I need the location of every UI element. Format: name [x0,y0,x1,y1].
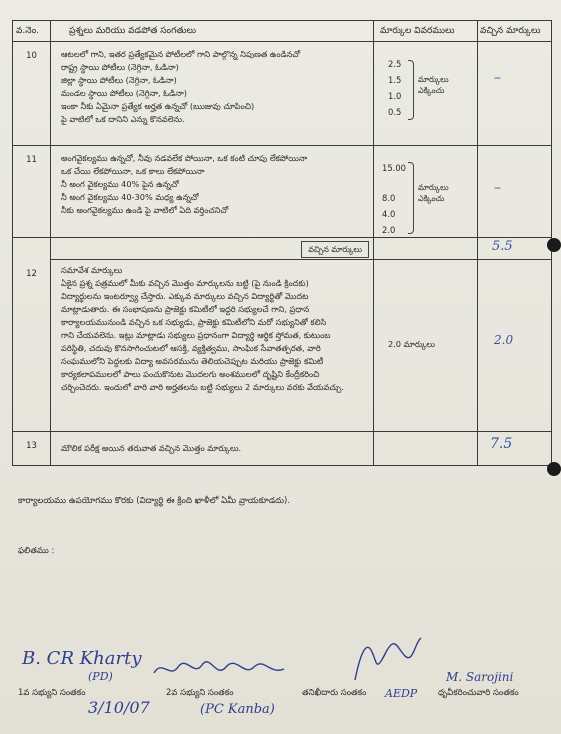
awarded-cell [478,42,552,146]
scale-value: 2.5 [388,59,402,69]
question-line: చర్చించెదరు. ఇందులో వారి వారి అర్హతలను బట్టి సభ్యులు 2 మార్కులు వరకు వేయవచ్చు. [61,382,344,392]
subtotal-label-cell [51,238,374,260]
question-line: మండల స్థాయి పోటీలు (నెగ్గినా, ఓడినా) [61,88,187,98]
question-cell [51,432,374,466]
question-line: అంగవైకల్యము ఉన్నచో, నీవు నడవలేక పోయినా, ఒక కంటి చూపు లేకపోయినా [61,153,308,163]
row-number: 12 [13,260,51,432]
awarded-cell [478,260,552,432]
question-cell [51,146,374,238]
question-line: ఇంకా నీకు ఏమైనా ప్రత్యేక అర్హత ఉన్నచో (ఋజువు చూపించి) [61,101,255,111]
question-cell [51,42,374,146]
question-line: నీకు అంగవైకల్యము ఉండి పై వాటిలో ఏది వర్తించనిచో [61,205,229,215]
caption-member-2: 2వ సభ్యుని సంతకం [166,688,234,698]
scale-value: 1.5 [388,75,402,85]
details-cell [374,260,478,432]
question-line: కార్యాలయమునుండి వచ్చిన ఒక సభ్యుడు, ప్రాజెక్టు కమిటీలోని మరో సభ్యునితో కలిసి [61,317,327,327]
question-line: కార్యకలాపములలో పాలు పంచుకొనుట మొదలగు అంశములలో దృష్టిని కేంద్రీకరించి [61,369,320,379]
header-awarded: వచ్చిన మార్కులు [478,21,552,42]
header-no: వ.నెం. [13,21,51,42]
scale-label: మార్కులు ఎక్కించు [418,75,449,95]
marks-table [12,20,552,466]
signature-verifier: M. Sarojini [446,670,514,684]
question-line: సంఘములోని పెద్దలకు విద్యా అవసరమును తెలియచెప్పుట మరియు ప్రాజెక్టు కమిటీ [61,356,324,366]
question-line: పరిస్థితి, చదువు కొనసాగించుటలో ఆసక్తి, వ్యక్తిత్వము, సాంఘిక సేవాతత్పరత, వారి [61,343,321,353]
scale-value: 4.0 [382,209,396,219]
question-line: గాని చేయవలెను. ఇట్లు మాట్లాడు సభ్యులు ప్రధానంగా విద్యార్థి ఆర్థిక స్తోమత, కుటుంబ [61,330,331,340]
marks-scale-cell [374,42,478,146]
question-line: జిల్లా స్థాయి పోటీలు (నెగ్గినా, ఓడినా) [61,75,177,85]
table-row-10 [13,42,552,146]
awarded-mark: – [494,70,501,86]
signature-inspector-note: AEDP [385,687,418,700]
question-line: విద్యార్థులను ఇంటర్వ్యూ చేస్తారు. ఎక్కువ మార్కులు వచ్చిన విద్యార్థితో మొదట [61,291,309,301]
awarded-cell [478,432,552,466]
signature-member-2 [150,655,290,685]
awarded-cell [478,146,552,238]
caption-member-1: 1వ సభ్యుని సంతకం [18,688,86,698]
caption-inspector: తనిఖీదారు సంతకం [302,688,367,698]
table-row-12 [13,260,552,432]
punch-hole [547,462,561,476]
question-line: నీ అంగ వైకల్యము 40-30% మధ్య ఉన్నచో [61,192,199,202]
table-header-row [13,21,552,42]
scale-value: 0.5 [388,107,402,117]
row-number: 11 [13,146,51,238]
caption-verifier: ధృవీకరించువారి సంతకం [438,688,519,698]
scale-value: 1.0 [388,91,402,101]
signature-inspector [345,630,425,690]
subtotal-label: వచ్చిన మార్కులు [301,241,369,258]
scale-label: మార్కులు ఎక్కించు [418,183,449,203]
question-line: నీ అంగ వైకల్యము 40% పైన ఉన్నచో [61,179,179,189]
question-line: పై వాటిలో ఒక దానిని ఎన్ను కొనవలెను. [61,114,185,124]
office-use-note: కార్యాలయము ఉపయోగము కొరకు (విద్యార్థి ఈ క్రింది ఖాళీలో ఏమీ వ్రాయకూడదు). [18,496,291,506]
signature-member-1: B. CR Kharty [22,648,142,669]
awarded-mark: – [494,180,501,196]
header-question: ప్రశ్నలు మరియు వడపోత సంగతులు [51,21,374,42]
scale-value: 8.0 [382,193,396,203]
question-line: మౌలిక పరీక్ష అయిన తరువాత వచ్చిన మొత్తం మార్కులు. [61,443,242,453]
question-line: ఆటలలో గాని, ఇతర ప్రత్యేకమైన పోటీలలో గాని పాల్గొన్న నిపుణత ఉండినచో [61,49,301,59]
question-cell [51,260,374,432]
punch-hole [547,238,561,252]
marks-scale-cell [374,146,478,238]
awarded-mark: 2.0 [494,333,514,347]
subtotal-value: 5.5 [492,239,513,254]
table-row-11 [13,146,552,238]
scale-brace [408,162,414,234]
scale-value: 2.0 [382,225,396,235]
subtotal-value-cell [478,238,552,260]
subtotal-row [13,238,552,260]
signature-date: 3/10/07 [88,698,150,717]
signature-stamp: (PC Kanba) [200,702,275,717]
scale-value: 15.00 [382,163,406,173]
question-line: రాష్ట్ర స్థాయి పోటీలు (నెగ్గినా, ఓడినా) [61,62,179,72]
row-number: 10 [13,42,51,146]
result-label: ఫలితము : [18,546,55,556]
total-mark: 7.5 [490,436,513,452]
signature-member-1-note: (PD) [88,670,113,683]
question-title: సమావేశ మార్కులు [61,265,123,275]
row-number: 13 [13,432,51,466]
header-details: మార్కుల వివరములు [374,21,478,42]
question-line: ఏకైన ప్రశ్న పత్రములో మీకు వచ్చిన మొత్తం మార్కులను బట్టి (పై నుండి క్రిందకు) [61,278,309,288]
question-line: మాట్లాడుతారు. ఈ సంభాషణను ప్రాజెక్టు కమిటీలో ఇద్దరి సభ్యులచే గాని, ప్రధాన [61,304,310,314]
table-row-13 [13,432,552,466]
question-line: ఒక చేయి లేకపోయినా, ఒక కాలు లేకపోయినా [61,166,205,176]
details-text: 2.0 మార్కులు [388,339,435,349]
scale-brace [408,60,414,120]
